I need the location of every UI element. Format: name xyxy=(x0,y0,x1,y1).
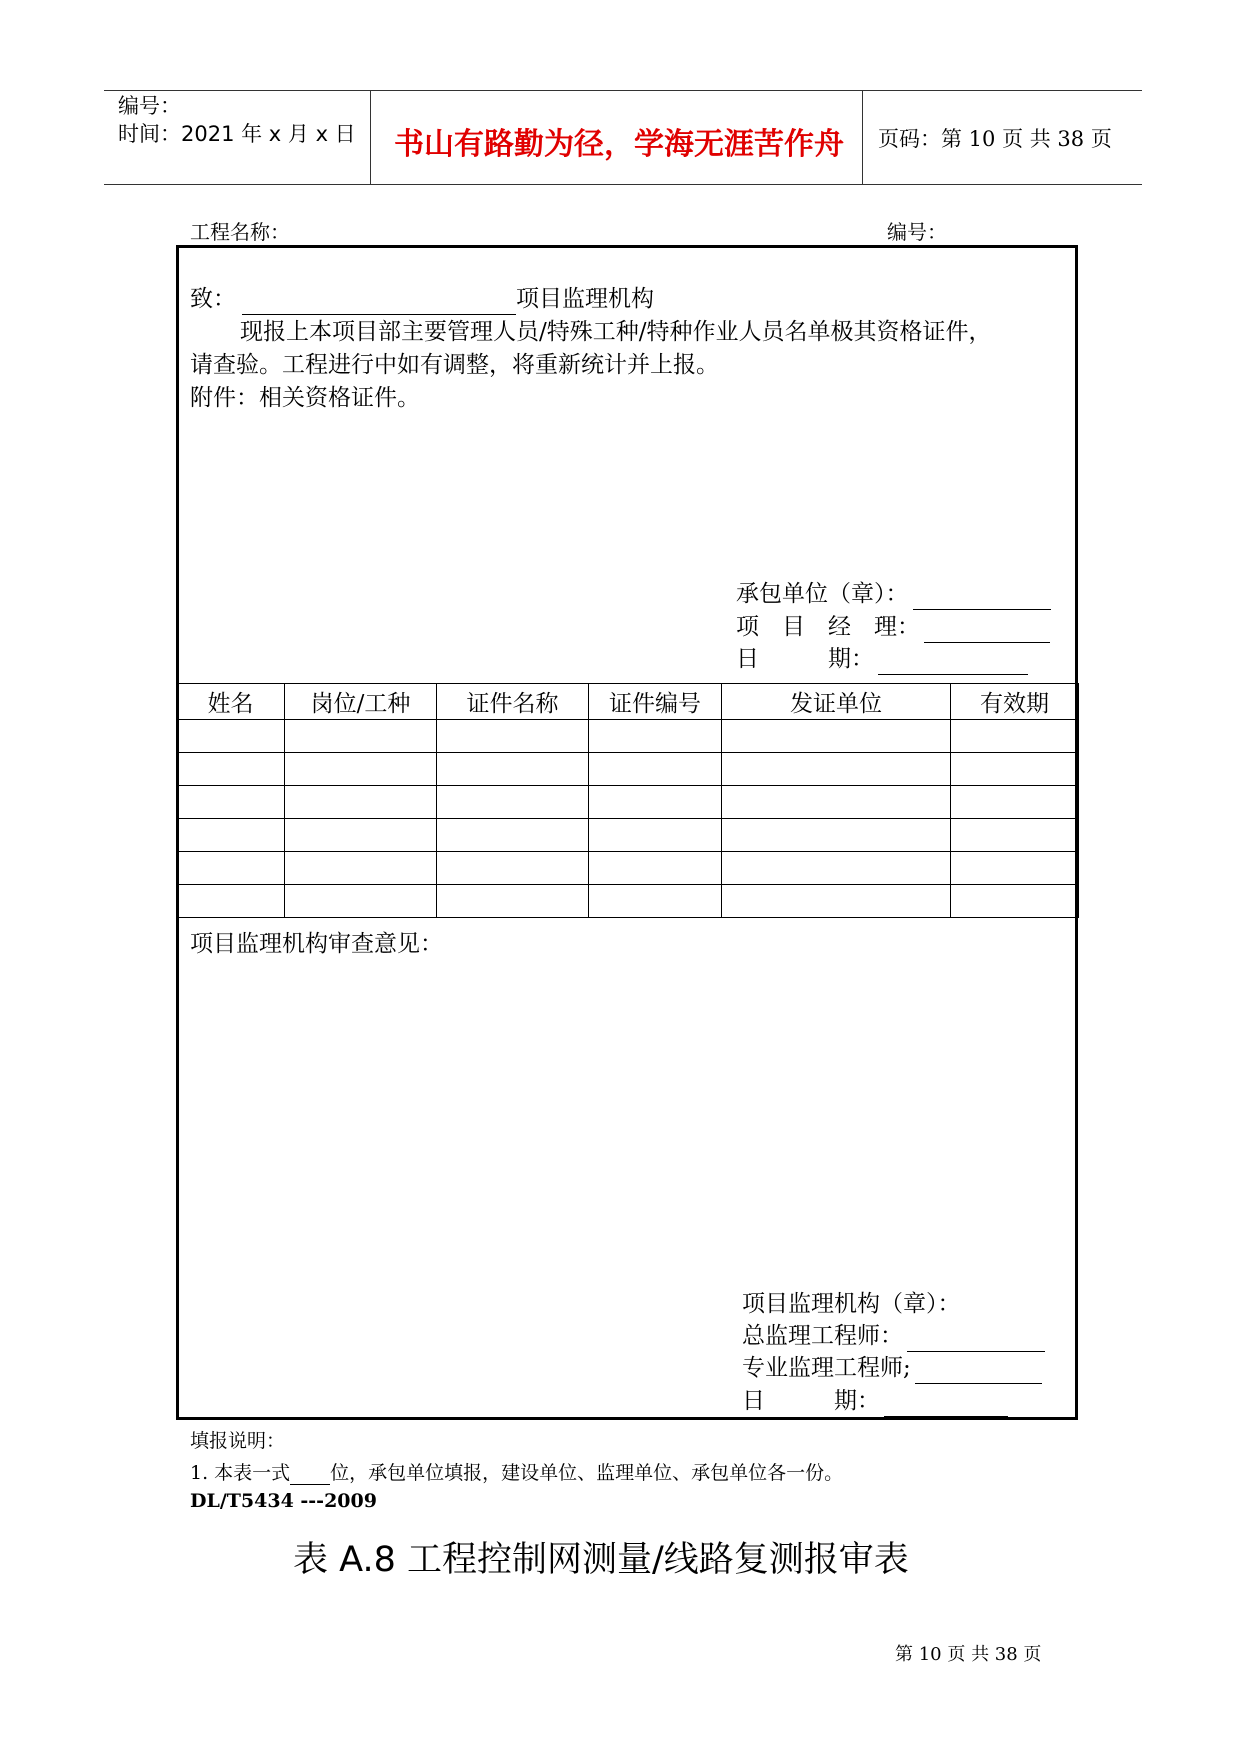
cell-issuer[interactable] xyxy=(722,852,951,885)
header-time: 时间：2021 年 x 月 x 日 xyxy=(118,122,356,146)
to-label: 致： xyxy=(190,286,236,312)
header-top-rule xyxy=(104,90,1142,91)
contractor-date-line xyxy=(736,643,1028,675)
review-date-blank[interactable] xyxy=(884,1392,1008,1417)
form-serial-label: 编号： xyxy=(887,220,947,244)
notes-item-1-suffix: 位，承包单位填报，建设单位、监理单位、承包单位各一份。 xyxy=(330,1462,844,1484)
supervisor-org-label: 项目监理机构（章）： xyxy=(742,1291,961,1317)
body-line-2: 请查验。工程进行中如有调整，将重新统计并上报。 xyxy=(190,352,719,378)
copies-blank[interactable] xyxy=(290,1464,330,1485)
manager-signature-line xyxy=(736,611,1050,643)
body-line-1: 现报上本项目部主要管理人员/特殊工种/特种作业人员名单极其资格证件， xyxy=(240,319,992,345)
next-table-title: 表 A.8 工程控制网测量/线路复测报审表 xyxy=(293,1540,909,1580)
notes-item-1-prefix: 1. 本表一式 xyxy=(190,1462,291,1484)
contractor-blank[interactable] xyxy=(913,585,1051,610)
header-certificate-number: 证件编号 xyxy=(589,684,722,720)
cell-issuer[interactable] xyxy=(722,753,951,786)
notes-item-1 xyxy=(190,1458,843,1485)
header-validity: 有效期 xyxy=(951,684,1079,720)
cell-certificate-name[interactable] xyxy=(437,786,589,819)
review-opinion-label: 项目监理机构审查意见： xyxy=(190,931,443,957)
manager-label: 项 目 经 理： xyxy=(736,614,920,640)
attachment-note: 附件：相关资格证件。 xyxy=(190,385,420,411)
header-name: 姓名 xyxy=(177,684,285,720)
contractor-date-blank[interactable] xyxy=(878,650,1028,675)
manager-blank[interactable] xyxy=(924,618,1050,643)
contractor-label: 承包单位（章）： xyxy=(736,581,909,607)
cell-certificate-number[interactable] xyxy=(589,720,722,753)
cell-issuer[interactable] xyxy=(722,786,951,819)
table-header-row xyxy=(177,684,1079,720)
specialist-engineer-label: 专业监理工程师; xyxy=(742,1355,911,1381)
page-footer: 第 10 页 共 38 页 xyxy=(895,1644,1042,1665)
cell-position[interactable] xyxy=(285,786,437,819)
chief-engineer-line xyxy=(742,1320,1045,1352)
header-certificate-name: 证件名称 xyxy=(437,684,589,720)
header-serial-label: 编号： xyxy=(118,94,181,118)
cell-name[interactable] xyxy=(177,819,285,852)
header-issuer: 发证单位 xyxy=(722,684,951,720)
personnel-table xyxy=(176,683,1079,918)
standard-code: DL/T5434 ---2009 xyxy=(190,1490,377,1512)
table-row xyxy=(177,885,1079,918)
cell-name[interactable] xyxy=(177,786,285,819)
cell-issuer[interactable] xyxy=(722,819,951,852)
header-divider-right xyxy=(862,90,863,184)
to-blank[interactable] xyxy=(242,290,516,315)
header-motto: 书山有路勤为径，学海无涯苦作舟 xyxy=(394,127,844,162)
contractor-signature-line xyxy=(736,578,1051,610)
cell-name[interactable] xyxy=(177,720,285,753)
header-page-number: 页码：第 10 页 共 38 页 xyxy=(878,127,1112,151)
cell-validity[interactable] xyxy=(951,885,1079,918)
review-date-label: 日 期： xyxy=(742,1388,880,1414)
project-name-label: 工程名称： xyxy=(190,220,290,244)
table-row xyxy=(177,720,1079,753)
header-position: 岗位/工种 xyxy=(285,684,437,720)
cell-issuer[interactable] xyxy=(722,885,951,918)
cell-certificate-name[interactable] xyxy=(437,819,589,852)
header-bottom-rule xyxy=(104,184,1142,185)
table-row xyxy=(177,786,1079,819)
cell-certificate-name[interactable] xyxy=(437,885,589,918)
cell-name[interactable] xyxy=(177,753,285,786)
table-row xyxy=(177,753,1079,786)
specialist-engineer-blank[interactable] xyxy=(915,1359,1042,1384)
review-date-line xyxy=(742,1385,1008,1417)
cell-name[interactable] xyxy=(177,885,285,918)
cell-position[interactable] xyxy=(285,720,437,753)
notes-title: 填报说明： xyxy=(190,1430,286,1452)
cell-validity[interactable] xyxy=(951,819,1079,852)
cell-validity[interactable] xyxy=(951,786,1079,819)
to-suffix: 项目监理机构 xyxy=(516,286,654,312)
specialist-engineer-line xyxy=(742,1352,1042,1384)
cell-certificate-name[interactable] xyxy=(437,720,589,753)
cell-validity[interactable] xyxy=(951,753,1079,786)
cell-validity[interactable] xyxy=(951,852,1079,885)
cell-position[interactable] xyxy=(285,885,437,918)
chief-engineer-label: 总监理工程师： xyxy=(742,1323,903,1349)
contractor-date-label: 日 期： xyxy=(736,646,874,672)
cell-validity[interactable] xyxy=(951,720,1079,753)
cell-certificate-number[interactable] xyxy=(589,885,722,918)
header-divider-left xyxy=(370,90,371,184)
cell-certificate-number[interactable] xyxy=(589,819,722,852)
table-row xyxy=(177,852,1079,885)
cell-certificate-name[interactable] xyxy=(437,753,589,786)
cell-position[interactable] xyxy=(285,753,437,786)
cell-certificate-number[interactable] xyxy=(589,786,722,819)
cell-position[interactable] xyxy=(285,852,437,885)
to-line xyxy=(190,283,654,315)
table-row xyxy=(177,819,1079,852)
cell-certificate-number[interactable] xyxy=(589,852,722,885)
cell-certificate-number[interactable] xyxy=(589,753,722,786)
cell-position[interactable] xyxy=(285,819,437,852)
cell-certificate-name[interactable] xyxy=(437,852,589,885)
cell-issuer[interactable] xyxy=(722,720,951,753)
chief-engineer-blank[interactable] xyxy=(907,1327,1045,1352)
cell-name[interactable] xyxy=(177,852,285,885)
